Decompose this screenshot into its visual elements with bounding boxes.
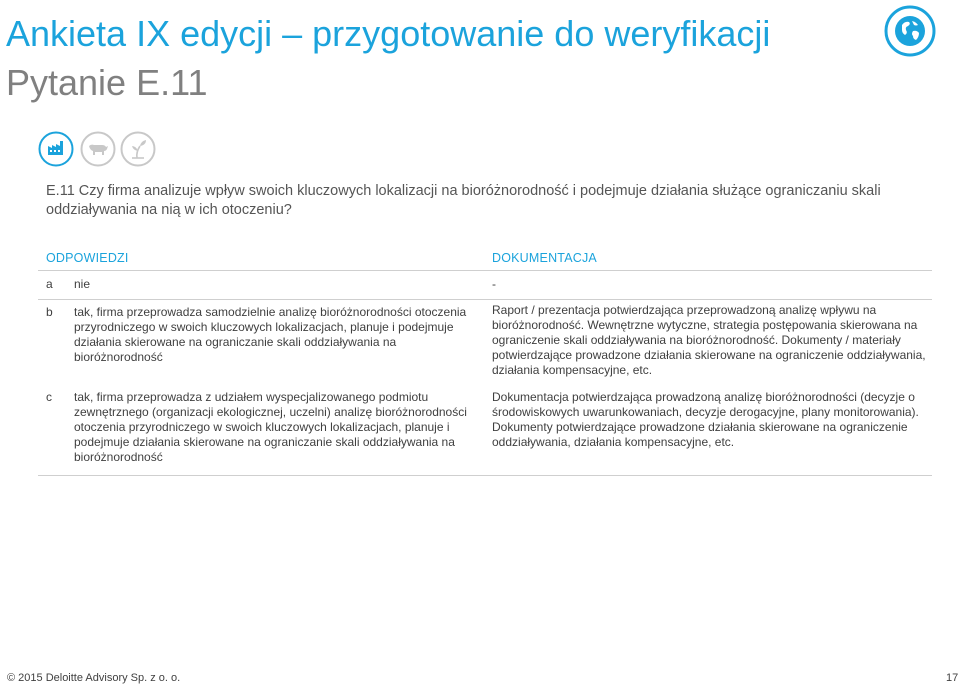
answers-column-header: ODPOWIEDZI: [46, 251, 129, 265]
factory-icon[interactable]: [38, 131, 74, 167]
documentation-cell: Raport / prezentacja potwierdzająca przeprowadzoną analizę wpływu na bioróżnorodność. Wewnętrzne wytyczne, strategia postępowania skierowana na ograniczenie skali oddziaływania na bioróżnorodność. Dokumenty / materiały potwierdzające prowadzone działania skierowane na ograniczenie oddziaływania, działania kompensacyjne, etc.: [492, 303, 926, 377]
globe-icon[interactable]: [884, 5, 936, 57]
question-text: E.11 Czy firma analizuje wpływ swoich kluczowych lokalizacji na bioróżnorodność i podejmuje działania służące ograniczaniu skali oddziaływania na nią w ich otoczeniu?: [46, 183, 881, 218]
plant-icon[interactable]: [120, 131, 156, 167]
page-subtitle: Pytanie E.11: [6, 62, 208, 103]
table-divider: [38, 475, 932, 476]
copyright-text: © 2015 Deloitte Advisory Sp. z o. o.: [7, 672, 181, 684]
row-letter: a: [46, 277, 53, 291]
page-title: Ankieta IX edycji – przygotowanie do weryfikacji: [6, 13, 771, 54]
answer-cell: nie: [74, 277, 91, 291]
answer-cell: tak, firma przeprowadza z udziałem wyspecjalizowanego podmiotu zewnętrznego (organizacji ekologicznej, uczelni) analizę bioróżnorodności otoczenia przyrodniczego w swoich kluczowych lokalizacjach, planuje i podejmuje działania skierowane na ograniczanie skali oddziaływania na bioróżnorodność: [74, 390, 467, 464]
table-divider: [38, 299, 932, 300]
documentation-cell: -: [492, 277, 496, 291]
page-number: 17: [946, 672, 959, 684]
answer-cell: tak, firma przeprowadza samodzielnie analizę bioróżnorodności otoczenia przyrodniczego w swoich kluczowych lokalizacjach, planuje i podejmuje działania skierowane na ograniczanie skali oddziaływania na bioróżnorodność: [74, 305, 467, 364]
table-divider: [38, 270, 932, 271]
row-letter: c: [46, 390, 52, 404]
documentation-cell: Dokumentacja potwierdzająca prowadzoną analizę bioróżnorodności (decyzje o środowiskowych uwarunkowaniach, decyzje derogacyjne, plany monitorowania). Dokumenty potwierdzające prowadzone działania skierowane na ograniczenie oddziaływania, działania kompensacyjne, etc.: [492, 390, 919, 449]
documentation-column-header: DOKUMENTACJA: [492, 251, 597, 265]
row-letter: b: [46, 305, 53, 319]
cow-icon[interactable]: [80, 131, 116, 167]
